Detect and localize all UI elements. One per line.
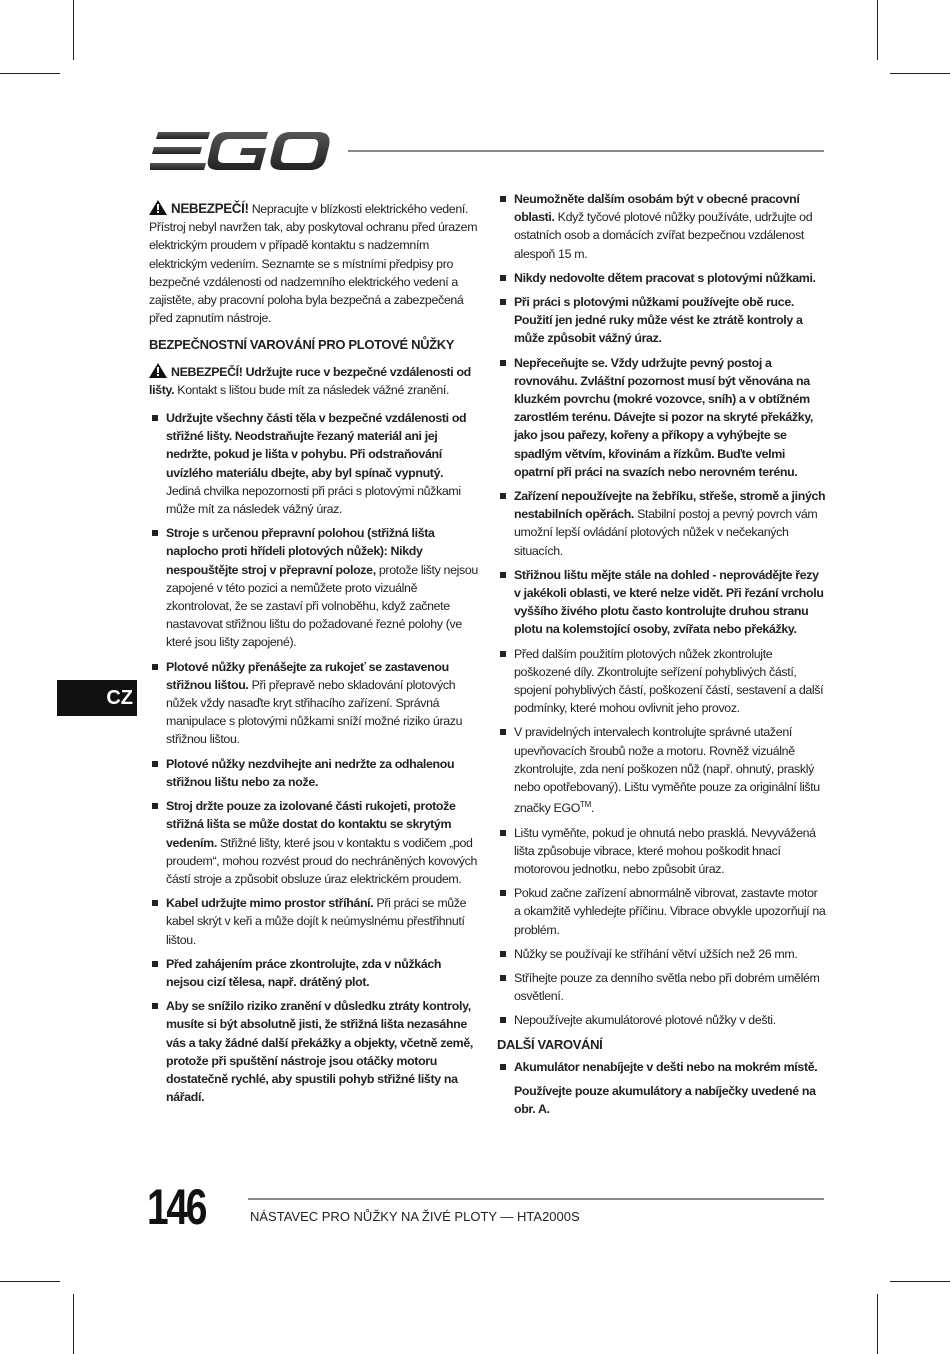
list-item: Aby se snížilo riziko zranění v důsledku ztráty kontroly, musíte si být absolutně jisti, že střižná lišta nezasáhne vás a taky žádné další překážky a objekty, včetně země, protože při spuštění nástroje jsou otáčky motoru dostatečně rychlé, aby spustili pohyb střižné lišty na nářadí. (149, 997, 479, 1106)
crop-mark (73, 1294, 74, 1354)
crop-mark (877, 1294, 878, 1354)
crop-mark (890, 73, 950, 74)
list-item: Před dalším použitím plotových nůžek zkontrolujte poškozené díly. Zkontrolujte seřízení pohyblivých částí, spojení pohyblivých částí, poškození částí, sestavení a další podmínky, které mohou ovlivnit jeho provoz. (497, 645, 827, 718)
footer-rule (248, 1198, 824, 1200)
list-item: Pokud začne zařízení abnormálně vibrovat, zastavte motor a okamžitě vyhledejte příčinu. Vibrace obvykle upozorňují na problém. (497, 884, 827, 939)
left-column (149, 190, 479, 1112)
list-item: Neumožněte dalším osobám být v obecné pracovní oblasti. Když tyčové plotové nůžky používáte, udržujte od ostatních osob a domácích zvířat bezpečnou vzdálenost alespoň 15 m. (497, 190, 827, 263)
list-item: Udržujte všechny části těla v bezpečné vzdálenosti od střižné lišty. Neodstraňujte řezaný materiál ani jej nedržte, pokud je lišta v pohybu. Při odstraňování uvízlého materiálu dbejte, aby byl spínač vypnutý. Jediná chvilka nepozornosti při práci s plotovými nůžkami může mít za následek vážný úraz. (149, 409, 479, 518)
list-item: Nůžky se používají ke stříhání větví užších než 26 mm. (497, 945, 827, 963)
list-item: Plotové nůžky přenášejte za rukojeť se zastavenou střižnou lištou. Při přepravě nebo skladování plotových nůžek vždy nasaďte kryt střihacího zařízení. Správná manipulace s plotovými nůžkami sníží možné riziko úrazu střižnou lištou. (149, 658, 479, 749)
page-number: 146 (147, 1179, 206, 1235)
list-item: Stříhejte pouze za denního světla nebo při dobrém umělém osvětlení. (497, 969, 827, 1005)
crop-mark (0, 73, 60, 74)
list-item: Stroj držte pouze za izolované části rukojeti, protože střižná lišta se může dostat do kontaktu se skrytým vedením. Střižné lišty, které jsou v kontaktu s vodičem „pod proudem“, mohou rozvést proud do nechráněných kovových částí stroje a způsobit obsluze úraz elektrickém proudem. (149, 797, 479, 888)
left-bullet-list (149, 409, 479, 1106)
ego-logo (150, 130, 330, 172)
footer-title: NÁSTAVEC PRO NŮŽKY NA ŽIVÉ PLOTY — HTA2000S (250, 1209, 580, 1224)
language-tab: CZ (57, 680, 137, 716)
list-item: Plotové nůžky nezdvihejte ani nedržte za odhalenou střižnou lištu nebo za nože. (149, 755, 479, 791)
crop-mark (877, 0, 878, 60)
list-item: Při práci s plotovými nůžkami používejte obě ruce. Použití jen jedné ruky může vést ke ztrátě kontroly a může způsobit vážný úraz. (497, 293, 827, 348)
warning-triangle-icon (149, 363, 167, 378)
list-item: Před zahájením práce zkontrolujte, zda v nůžkách nejsou cizí tělesa, např. drátěný plot. (149, 955, 479, 991)
right-bullet-list (497, 190, 827, 1030)
header-rule (348, 150, 824, 152)
list-item: Lištu vyměňte, pokud je ohnutá nebo prasklá. Nevyvážená lišta způsobuje vibrace, které mohou poškodit hnací motorovou jednotku, nebo způsobit úraz. (497, 824, 827, 879)
list-item: Nikdy nedovolte dětem pracovat s plotovými nůžkami. (497, 269, 827, 287)
danger-paragraph: NEBEZPEČÍ! Nepracujte v blízkosti elektrického vedení. Přístroj nebyl navržen tak, aby poskytoval ochranu před úrazem elektrickým proudem v případě kontaktu s nadzemním elektrickým vedením. Seznamte se s místními předpisy pro bezpečné vzdálenosti od nadzemního elektrického vedení a zajistěte, aby pracovní poloha byla bezpečná a zabezpečená před zapnutím nástroje. (149, 201, 478, 326)
warning-triangle-icon (149, 200, 167, 215)
section-heading: BEZPEČNOSTNÍ VAROVÁNÍ PRO PLOTOVÉ NŮŽKY (149, 337, 455, 353)
list-item: Stroje s určenou přepravní polohou (střižná lišta naplocho proti hřídeli plotových nůžek): Nikdy nespouštějte stroj v přepravní poloze, protože lišty nejsou zapojené v této pozici a nemůžete proto vizuálně zkontrolovat, že se zastaví při volnoběhu, když začnete nastavovat střižnou lištu do požadované řezné polohy (ve které jsou lišty zapojené). (149, 524, 479, 651)
list-item: Akumulátor nenabíjejte v dešti nebo na mokrém místě. (497, 1058, 827, 1076)
list-item: Kabel udržujte mimo prostor stříhání. Při práci se může kabel skrýt v keři a může dojít k neúmyslnému přestřihnutí lištou. (149, 894, 479, 949)
list-item-continuation: Používejte pouze akumulátory a nabíječky uvedené na obr. A. (514, 1084, 816, 1117)
right-column (497, 190, 827, 1124)
list-item: Střižnou lištu mějte stále na dohled - neprovádějte řezy v jakékoli oblasti, ve které nelze vidět. Při řezání vrcholu vyššího živého plotu často kontrolujte druhou stranu plotu na kolemstojící osoby, zvířata nebo překážky. (497, 566, 827, 639)
list-item: Nepoužívejte akumulátorové plotové nůžky v dešti. (497, 1011, 827, 1029)
list-item: V pravidelných intervalech kontrolujte správné utažení upevňovacích šroubů nože a motoru. Rovněž vizuálně zkontrolujte, zda není poškozen nůž (např. ohnutý, prasklý nebo opotřebovaný). Lištu vyměňte pouze za originální lištu značky EGO™. (497, 723, 827, 817)
crop-mark (0, 1281, 60, 1282)
crop-mark (890, 1281, 950, 1282)
danger-paragraph: NEBEZPEČÍ! Udržujte ruce v bezpečné vzdálenosti od lišty. Kontakt s lištou bude mít za následek vážné zranění. (149, 364, 471, 397)
list-item: Zařízení nepoužívejte na žebříku, střeše, stromě a jiných nestabilních opěrách. Stabilní postoj a pevný povrch vám umožní lepší ovládání plotových nůžek v nečekaných situacích. (497, 487, 827, 560)
additional-warnings-list (497, 1058, 827, 1119)
crop-mark (73, 0, 74, 60)
list-item: Nepřeceňujte se. Vždy udržujte pevný postoj a rovnováhu. Zvláštní pozornost musí být věnována na kluzkém povrchu (mokré vozovce, sníh) a v obtížném zarostlém terénu. Dávejte si pozor na skryté překážky, jako jsou pařezy, kořeny a příkopy a vyhýbejte se spadlým větvím, křovinám a řízkům. Buďte velmi opatrní při práci na svazích nebo nerovném terénu. (497, 354, 827, 481)
section-heading: DALŠÍ VAROVÁNÍ (497, 1036, 603, 1052)
